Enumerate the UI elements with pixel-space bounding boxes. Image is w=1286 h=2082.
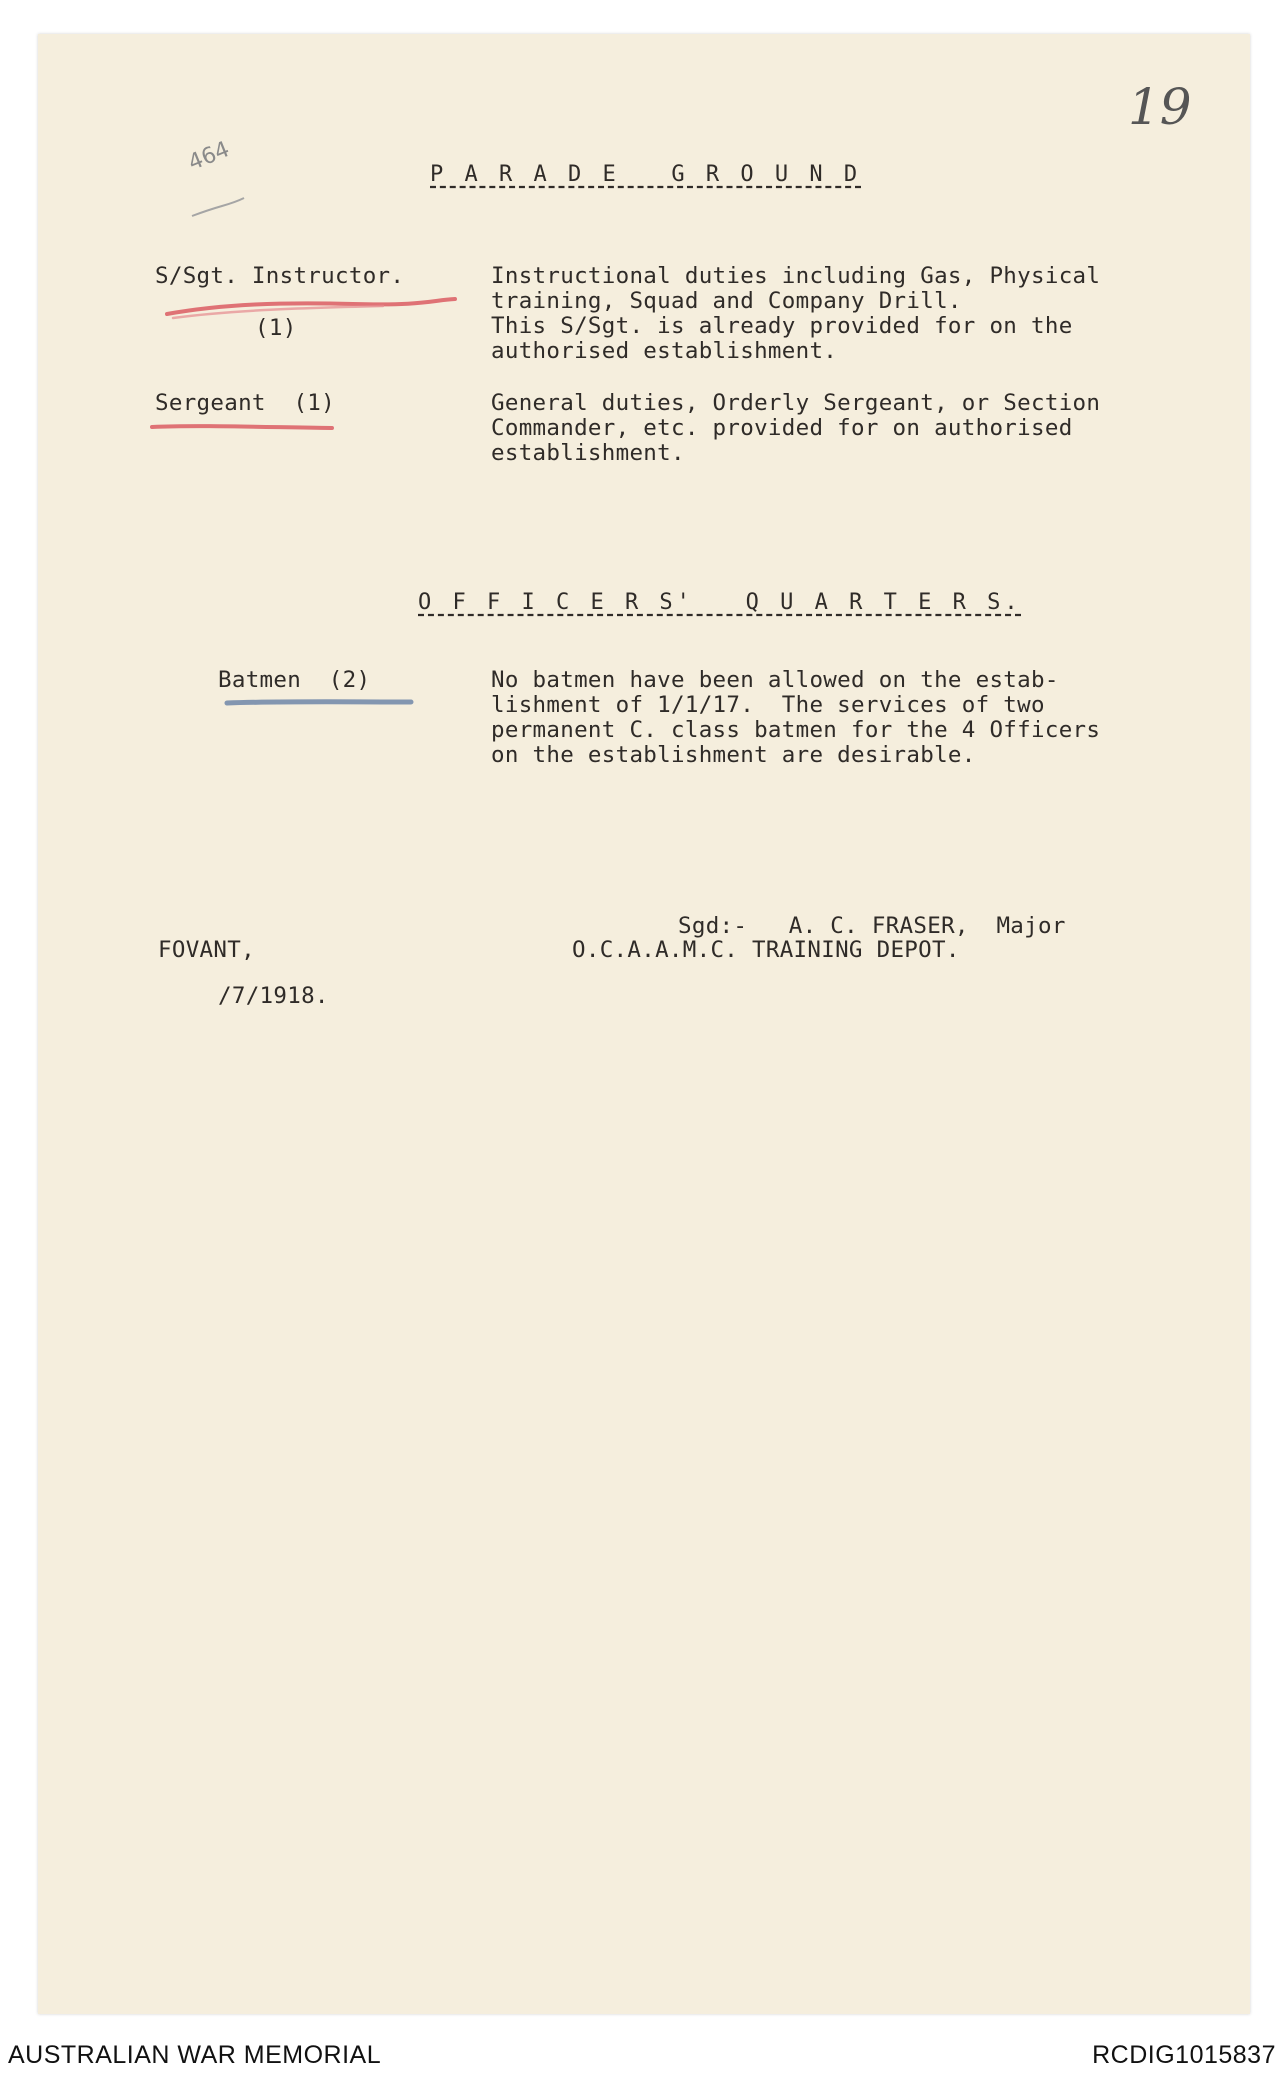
page-number: 19	[1128, 78, 1192, 136]
entry-text-instructor: Instructional duties including Gas, Physical training, Squad and Company Drill. This S/Sgt. is already provided for on the authorised establishment.	[491, 263, 1101, 364]
entry-role-batmen: Batmen (2)	[218, 667, 371, 693]
section-heading-officers-quarters: O F F I C E R S' Q U A R T E R S.	[418, 590, 1022, 615]
section-heading-parade-ground: P A R A D E G R O U N D	[430, 162, 862, 187]
signature-title: O.C.A.A.M.C. TRAINING DEPOT.	[572, 937, 960, 963]
pencil-folio-mark: 464	[184, 137, 234, 176]
footer-right: RCDIG1015837	[1092, 2041, 1276, 2069]
entry-text-batmen: No batmen have been allowed on the estab- lishment of 1/1/17. The services of two permanent C. class batmen for the 4 Officers on the establishment are desirable.	[491, 667, 1101, 768]
red-crayon-underline	[148, 419, 338, 435]
signature-line: Sgd:- A. C. FRASER, Major	[678, 913, 1066, 939]
pencil-scribble	[188, 194, 248, 224]
document-page	[38, 34, 1250, 2014]
entry-count-instructor: (1)	[255, 315, 297, 341]
entry-role-instructor: S/Sgt. Instructor.	[155, 263, 405, 289]
footer-left: AUSTRALIAN WAR MEMORIAL	[8, 2041, 382, 2069]
blue-crayon-underline	[223, 696, 418, 710]
place: FOVANT,	[158, 937, 255, 963]
date: /7/1918.	[218, 983, 329, 1009]
entry-text-sergeant: General duties, Orderly Sergeant, or Section Commander, etc. provided for on authorised establishment.	[491, 390, 1101, 466]
entry-role-sergeant: Sergeant (1)	[155, 390, 335, 416]
red-crayon-underline	[163, 296, 463, 324]
